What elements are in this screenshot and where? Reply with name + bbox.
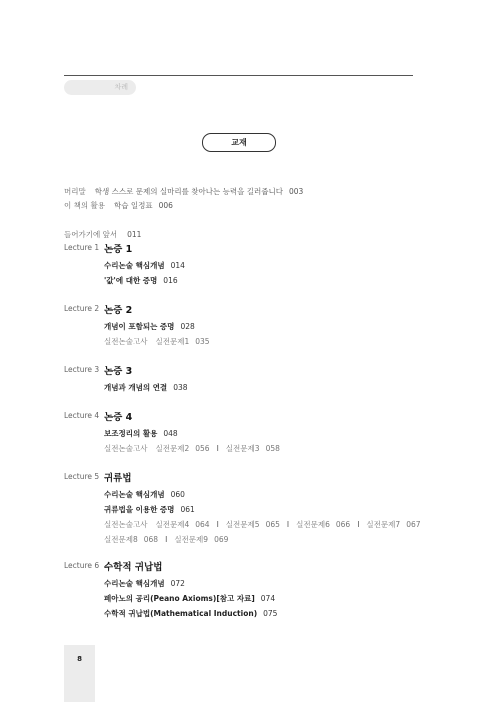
toc-item-page: 014 xyxy=(170,261,185,270)
toc-row xyxy=(104,382,188,393)
toc-item-title: 실전문제1 xyxy=(155,337,190,346)
front-entry-page: 003 xyxy=(288,187,304,196)
toc-item-page: 056 xyxy=(195,444,210,453)
intro-entry-title: 들어가기에 앞서 xyxy=(64,230,118,239)
toc-item-title: 실전논술고사 xyxy=(104,520,148,529)
lecture-title: 논증 2 xyxy=(104,305,133,316)
toc-row xyxy=(104,443,280,454)
toc-item-page: 028 xyxy=(180,322,195,331)
toc-item-title: '값'에 대한 증명 xyxy=(104,276,158,285)
top-rule xyxy=(64,75,413,76)
separator: I xyxy=(165,535,168,544)
toc-item-page: 048 xyxy=(163,429,178,438)
toc-row xyxy=(104,534,228,545)
lecture-title: 논증 3 xyxy=(104,366,133,377)
lecture-title: 논증 1 xyxy=(104,244,133,255)
toc-row xyxy=(104,489,185,500)
page-number-tab xyxy=(64,645,95,702)
toc-item-page: 016 xyxy=(163,276,178,285)
lecture-label: Lecture 6 xyxy=(64,561,100,570)
toc-item-page: 069 xyxy=(214,535,229,544)
toc-row xyxy=(104,504,195,515)
front-entry-label: 이 책의 활용 xyxy=(64,201,105,210)
lecture-title: 귀류법 xyxy=(104,473,132,484)
toc-item-title: 실전논술고사 xyxy=(104,337,148,346)
toc-row xyxy=(104,608,277,619)
toc-item-title: 수리논술 핵심개념 xyxy=(104,579,165,588)
toc-item-page: 035 xyxy=(195,337,210,346)
toc-item-page: 058 xyxy=(265,444,280,453)
toc-row xyxy=(104,519,421,530)
front-entry-label: 머리말 xyxy=(64,187,86,196)
toc-item-title: 수학적 귀납법(Mathematical Induction) xyxy=(104,609,258,618)
front-entry-title: 학생 스스로 문제의 실마리를 찾아나는 능력을 길러줍니다 xyxy=(94,187,283,196)
toc-item-page: 061 xyxy=(180,505,195,514)
toc-item-title: 페아노의 공리(Peano Axioms)[참고 자료] xyxy=(104,594,255,603)
toc-item-title: 실전문제7 xyxy=(366,520,401,529)
toc-item-page: 066 xyxy=(335,520,351,529)
toc-row xyxy=(104,336,210,347)
toc-row xyxy=(104,275,178,286)
intro-entry-page: 011 xyxy=(127,230,142,239)
front-entry-title: 학습 일정표 xyxy=(114,201,153,210)
toc-item-title: 실전문제5 xyxy=(225,520,260,529)
section-title: 교재 xyxy=(202,133,276,152)
toc-item-title: 귀류법을 이용한 증명 xyxy=(104,505,175,514)
toc-item-page: 074 xyxy=(260,594,276,603)
toc-item-title: 실전문제9 xyxy=(174,535,209,544)
toc-row xyxy=(104,321,195,332)
toc-item-page: 068 xyxy=(143,535,159,544)
lecture-label: Lecture 5 xyxy=(64,472,100,481)
lecture-title: 수학적 귀납법 xyxy=(104,562,163,573)
toc-item-title: 수리논술 핵심개념 xyxy=(104,261,165,270)
toc-item-title: 실전문제6 xyxy=(296,520,330,529)
toc-row xyxy=(104,428,178,439)
toc-item-title: 개념과 개념의 연결 xyxy=(104,383,168,392)
toc-row xyxy=(104,260,185,271)
toc-item-title: 실전논술고사 xyxy=(104,444,148,453)
toc-item-title: 실전문제8 xyxy=(104,535,138,544)
toc-tab xyxy=(64,80,136,95)
separator: I xyxy=(216,444,219,453)
lecture-label: Lecture 3 xyxy=(64,365,100,374)
front-entry xyxy=(64,200,173,211)
lecture-title: 논증 4 xyxy=(104,412,133,423)
toc-item-page: 072 xyxy=(170,579,185,588)
toc-item-page: 038 xyxy=(173,383,188,392)
toc-item-title: 실전문제4 xyxy=(155,520,190,529)
separator: I xyxy=(216,520,219,529)
page-number: 8 xyxy=(77,655,82,663)
toc-item-title: 수리논술 핵심개념 xyxy=(104,490,165,499)
toc-row xyxy=(104,593,275,604)
separator: I xyxy=(357,520,360,529)
toc-item-title: 실전문제3 xyxy=(225,444,260,453)
lecture-label: Lecture 2 xyxy=(64,304,100,313)
toc-tab-label: 차례 xyxy=(114,83,128,91)
toc-item-page: 075 xyxy=(263,609,278,618)
toc-item-page: 067 xyxy=(406,520,421,529)
toc-item-title: 보조정리의 활용 xyxy=(104,429,158,438)
toc-row xyxy=(104,578,185,589)
toc-item-page: 060 xyxy=(170,490,185,499)
toc-item-page: 064 xyxy=(195,520,210,529)
lecture-label: Lecture 1 xyxy=(64,243,100,252)
separator: I xyxy=(286,520,290,529)
front-entry-page: 006 xyxy=(158,201,173,210)
toc-item-title: 실전문제2 xyxy=(155,444,190,453)
lecture-label: Lecture 4 xyxy=(64,411,100,420)
front-entry xyxy=(64,186,303,197)
intro-entry xyxy=(64,229,141,240)
toc-item-title: 개념이 포함되는 증명 xyxy=(104,322,175,331)
toc-item-page: 065 xyxy=(265,520,280,529)
